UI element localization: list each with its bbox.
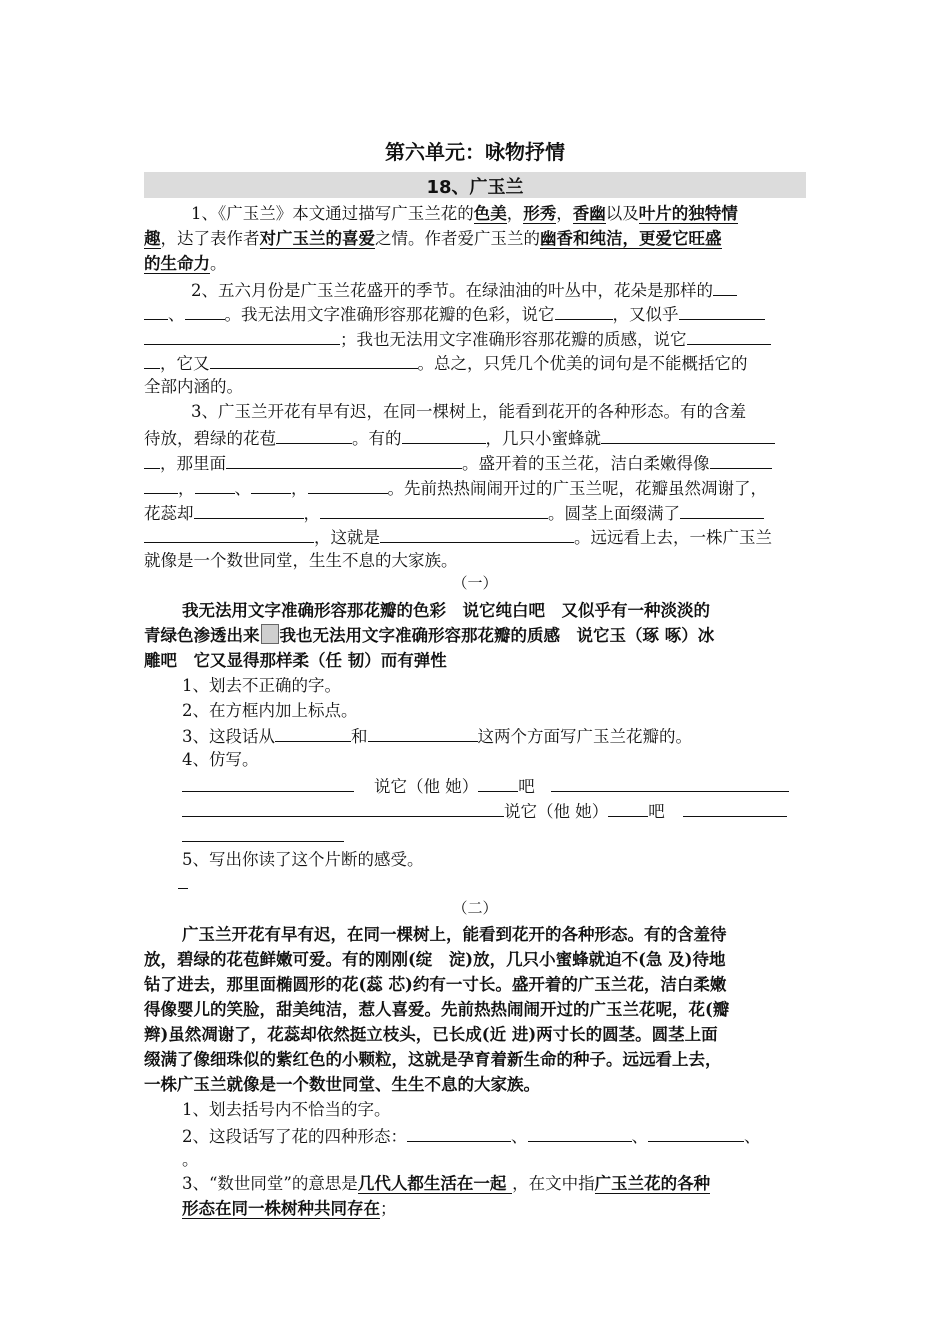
answer-blank[interactable] [679,301,765,320]
section-1-passage-line-3: 雕吧 它又显得那样柔（任 韧）而有弹性 [144,651,447,670]
answer-blank[interactable] [601,425,775,444]
answer-blank[interactable] [478,773,518,792]
q3-line-1: 3、广玉兰开花有早有迟，在同一棵树上，能看到花开的各种形态。有的含羞 [191,402,746,421]
answer-blank[interactable] [182,823,344,842]
section-2-passage-line-4: 得像婴儿的笑脸，甜美纯洁，惹人喜爱。先前热热闹闹开过的广玉兰花呢，花(瓣 [144,1000,730,1019]
answer-blank[interactable] [308,475,388,494]
answer-blank[interactable] [551,773,789,792]
answer-blank[interactable] [144,524,314,543]
keyword: 叶片的独特情 [638,204,738,223]
answer-blank[interactable] [178,888,188,889]
section-1-question-3: 3、这段话从 和 这两个方面写广玉兰花瓣的。 [182,723,692,749]
section-1-question-4: 4、仿写。 [182,750,259,769]
answer-blank[interactable] [182,773,354,792]
answer-blank[interactable] [407,1123,511,1142]
section-1-question-2: 2、在方框内加上标点。 [182,701,358,720]
q3-line-2: 待放，碧绿的花苞 。有的 ，几只小蜜蜂就 [144,425,775,451]
section-2-question-3-line-2: 形态在同一株树种共同存在； [182,1199,397,1218]
answer-blank[interactable] [713,277,737,296]
answer-blank[interactable] [528,1123,632,1142]
unit-title: 第六单元：咏物抒情 [385,140,565,164]
answer-blank[interactable] [185,301,225,320]
section-2-passage-line-2: 放，碧绿的花苞鲜嫩可爱。有的刚刚(绽 淀)放，几只小蜜蜂就迫不(急 及)待地 [144,950,726,969]
q2-line-4: ，它又 。总之，只凭几个优美的词句是不能概括它的 [144,350,748,376]
answer-blank[interactable] [402,425,486,444]
keyword: 对广玉兰的喜爱 [259,229,375,248]
section-2-question-3: 3、“数世同堂”的意思是几代人都生活在一起 ，在文中指广玉兰花的各种 [182,1174,711,1193]
answer-blank[interactable] [144,326,340,345]
keyword: 趣 [144,229,161,248]
intro-line-1: 1、《广玉兰》本文通过描写广玉兰花的色美，形秀，香幽以及叶片的独特情 [191,204,738,223]
mimic-line-3 [182,823,344,849]
q2-line-2: 、 。我无法用文字准确形容那花瓣的色彩，说它 ，又似乎 [144,301,765,327]
answer-blank[interactable] [144,450,160,469]
section-1-question-1: 1、划去不正确的字。 [182,676,341,695]
answer-blank[interactable] [194,500,304,519]
q2-line-5: 全部内涵的。 [144,377,243,396]
mimic-line-1: 说它（他 她） 吧 [182,773,789,799]
answer-blank[interactable] [687,326,771,345]
answer-blank[interactable] [380,524,574,543]
keyword: 的生命力 [144,254,210,273]
answer-blank[interactable] [251,475,291,494]
section-2-passage-line-6: 缀满了像细珠似的紫红色的小颗粒，这就是孕育着新生命的种子。远远看上去， [144,1050,722,1069]
keyword: 香幽 [572,204,606,223]
lesson-title: 18、广玉兰 [426,177,524,198]
section-1-label: （一） [452,574,498,592]
q3-line-5: 花蕊却 ， 。圆茎上面缀满了 [144,500,764,526]
section-1-passage-line-2: 青绿色渗透出来 我也无法用文字准确形容那花瓣的质感 说它玉（琢 啄）冰 [144,626,715,645]
answer-blank[interactable] [683,798,787,817]
answer-blank[interactable] [710,450,772,469]
section-2-passage-line-1: 广玉兰开花有早有迟，在同一棵树上，能看到花开的各种形态。有的含羞待 [182,925,727,944]
section-2-label: （二） [452,899,498,917]
answer-blank[interactable] [144,301,168,320]
answer-text: 形态在同一株树种共同存在 [182,1199,380,1218]
q3-line-6: ，这就是 。远远看上去，一株广玉兰 [144,524,772,550]
answer-blank[interactable] [276,425,352,444]
answer-blank[interactable] [648,1123,744,1142]
section-1-passage-line-1: 我无法用文字准确形容那花瓣的色彩 说它纯白吧 又似乎有一种淡淡的 [182,601,710,620]
section-2-passage-line-7: 一株广玉兰就像是一个数世同堂、生生不息的大家族。 [144,1075,540,1094]
answer-blank[interactable] [368,723,478,742]
section-1-question-5: 5、写出你读了这个片断的感受。 [182,850,424,869]
q3-line-7: 就像是一个数世同堂，生生不息的大家族。 [144,551,458,570]
answer-blank[interactable] [210,350,418,369]
section-2-question-1: 1、划去括号内不恰当的字。 [182,1100,391,1119]
q3-line-3: ，那里面 。盛开着的玉兰花，洁白柔嫩得像 [144,450,772,476]
punctuation-box[interactable] [261,624,279,644]
intro-line-3: 的生命力。 [144,254,227,273]
keyword: 色美 [473,204,507,223]
answer-text: 几代人都生活在一起 [357,1174,513,1193]
q3-line-4: ， 、 ， 。先前热热闹闹开过的广玉兰呢，花瓣虽然凋谢了， [144,475,767,501]
answer-blank[interactable] [144,350,160,369]
section-2-passage-line-5: 辫)虽然凋谢了，花蕊却依然挺立枝头，已长成(近 进)两寸长的圆茎。圆茎上面 [144,1025,718,1044]
answer-blank[interactable] [226,450,462,469]
q2-line-3: ；我也无法用文字准确形容那花瓣的质感，说它 [144,326,771,352]
answer-blank[interactable] [608,798,648,817]
answer-blank[interactable] [275,723,351,742]
answer-blank[interactable] [182,798,504,817]
section-2-question-2: 2、这段话写了花的四种形态： 、 、 、 [182,1123,761,1149]
section-2-question-2-end: 。 [182,1150,199,1169]
q2-line-1: 2、五六月份是广玉兰花盛开的季节。在绿油油的叶丛中，花朵是那样的 [191,277,737,303]
answer-blank[interactable] [144,475,178,494]
answer-blank[interactable] [555,301,613,320]
intro-line-2: 趣，达了表作者对广玉兰的喜爱之情。作者爱广玉兰的幽香和纯洁，更爱它旺盛 [144,229,722,248]
answer-text: 广玉兰花的各种 [594,1174,711,1193]
answer-blank[interactable] [680,500,764,519]
section-2-passage-line-3: 钻了进去，那里面椭圆形的花(蕊 芯)约有一寸长。盛开着的广玉兰花，洁白柔嫩 [144,975,727,994]
answer-blank[interactable] [195,475,235,494]
answer-blank[interactable] [320,500,548,519]
keyword: 幽香和纯洁，更爱它旺盛 [540,229,722,248]
keyword: 形秀 [523,204,557,223]
mimic-line-2: 说它（他 她） 吧 [182,798,787,824]
